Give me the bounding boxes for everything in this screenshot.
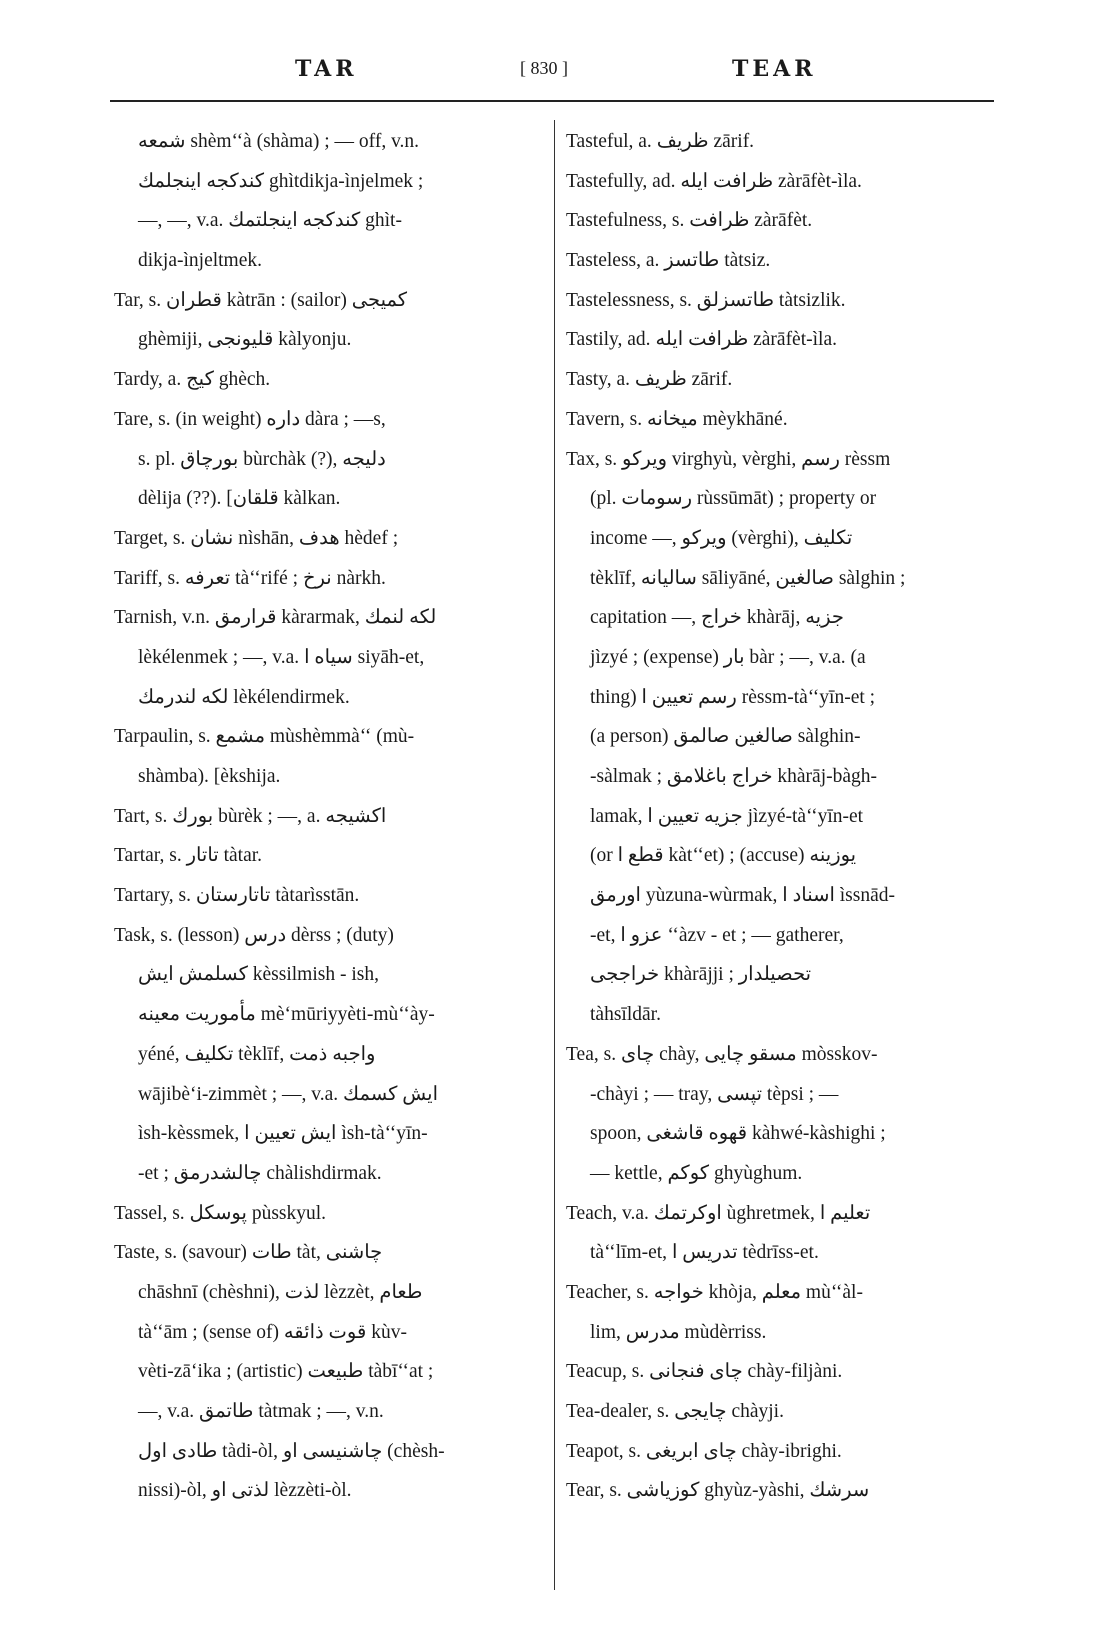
dictionary-line: Teacher, s. خواجه khòja, معلم mù‘‘àl- <box>566 1281 863 1303</box>
dictionary-line: s. pl. بورچاق bùrchàk (?), دليجه <box>138 448 386 470</box>
dictionary-line: Tastily, ad. ظرافت ايله zàrāfèt-ìla. <box>566 329 837 351</box>
dictionary-line: طادى اول tàdi-òl, چاشنيسى او (chèsh- <box>138 1440 445 1462</box>
dictionary-line: jìzyé ; (expense) بار bàr ; —, v.a. (a <box>590 646 866 668</box>
dictionary-line: Tastefulness, s. ظرافت zàrāfèt. <box>566 210 813 232</box>
dictionary-line: Tariff, s. تعرفه tà‘‘rifé ; نرخ nàrkh. <box>114 567 386 589</box>
dictionary-line: خراججى khàrājji ; تحصيلدار <box>590 964 812 986</box>
right-column <box>566 122 998 1511</box>
dictionary-line: ìsh-kèssmek, ايش تعيين ا ìsh-tà‘‘yīn- <box>138 1123 428 1145</box>
dictionary-line: Teach, v.a. اوكرتمك ùghretmek, تعليم ا <box>566 1202 871 1224</box>
dictionary-line: tà‘‘līm-et, تدريس ا tèdrīss-et. <box>590 1242 819 1264</box>
dictionary-line: dikja-ìnjeltmek. <box>138 250 263 272</box>
dictionary-line: Tea-dealer, s. چايجى chàyji. <box>566 1401 784 1422</box>
dictionary-line: spoon, قهوه قاشغى kàhwé-kàshighi ; <box>590 1123 886 1145</box>
left-column <box>114 122 542 1511</box>
page-header <box>0 52 1113 92</box>
dictionary-line: — kettle, كوكم ghyùghum. <box>590 1162 803 1184</box>
dictionary-line: Tear, s. كوزياشى ghyùz-yàshi, سرشك <box>566 1480 870 1502</box>
dictionary-line: Tardy, a. كيج ghèch. <box>114 369 271 391</box>
dictionary-line: Tassel, s. پوسكل pùsskyul. <box>114 1202 327 1224</box>
dictionary-line: wājibè‘i-zimmèt ; —, v.a. ايش كسمك <box>138 1083 439 1105</box>
dictionary-line: (a person) صالغين صالمق sàlghin- <box>590 726 861 748</box>
dictionary-line: Tart, s. بورك bùrèk ; —, a. اكشيجه <box>114 805 387 827</box>
dictionary-line: Tar, s. قطران kàtrān : (sailor) كميجى <box>114 289 408 311</box>
dictionary-line: lamak, جزيه تعيين ا jìzyé-tà‘‘yīn-et <box>590 805 864 827</box>
dictionary-line: ghèmiji, قليونجى kàlyonju. <box>138 329 352 351</box>
dictionary-line: Task, s. (lesson) درس dèrss ; (duty) <box>114 924 394 946</box>
dictionary-line: —, v.a. طاتمق tàtmak ; —, v.n. <box>138 1401 384 1422</box>
dictionary-line: كندكجه اينجلمك ghìtdikja-ìnjelmek ; <box>138 170 424 192</box>
dictionary-line: -chàyi ; — tray, تپسى tèpsi ; — <box>590 1083 839 1105</box>
dictionary-line: Tasty, a. ظريف zārif. <box>566 369 733 391</box>
dictionary-line: —, —, v.a. كندكجه اينجلتمك ghìt- <box>138 210 402 232</box>
dictionary-line: lim, مدرس mùdèrriss. <box>590 1321 767 1343</box>
dictionary-line: tàhsīldār. <box>590 1004 661 1026</box>
dictionary-line: لكه لندرمك lèkélendirmek. <box>138 686 350 708</box>
dictionary-line: chāshnī (chèshni), لذت lèzzèt, طعام <box>138 1281 423 1303</box>
dictionary-line: مأموريت معينه mè‘mūriyyèti-mù‘‘ày- <box>138 1004 435 1026</box>
dictionary-line: Teacup, s. چاى فنجانى chày-filjàni. <box>566 1361 843 1383</box>
dictionary-line: Tarnish, v.n. قرارمق kàrarmak, لكه لنمك <box>114 607 437 629</box>
column-divider <box>554 120 555 1590</box>
header-rule <box>110 100 994 102</box>
dictionary-line: shàmba). [èkshija. <box>138 766 281 787</box>
guide-word-right: TEAR <box>732 56 817 82</box>
dictionary-line: -et ; چالشدرمق chàlishdirmak. <box>138 1162 382 1184</box>
dictionary-line: (or قطع ا kàt‘‘et) ; (accuse) يوزينه <box>590 845 857 867</box>
dictionary-line: كسلمش ايش kèssilmish - ish, <box>138 964 379 986</box>
dictionary-line: Tare, s. (in weight) داره dàra ; —s, <box>114 408 386 430</box>
dictionary-line: yéné, تكليف tèklīf, واجبه ذمت <box>138 1043 376 1065</box>
dictionary-line: Target, s. نشان nìshān, هدف hèdef ; <box>114 527 399 549</box>
dictionary-line: Tartary, s. تاتارستان tàtarìsstān. <box>114 885 360 907</box>
dictionary-line: -et, عزو ا ‘‘àzv - et ; — gatherer, <box>590 924 844 946</box>
dictionary-line: شمعه shèm‘‘à (shàma) ; — off, v.n. <box>138 131 420 152</box>
dictionary-line: thing) رسم تعيين ا rèssm-tà‘‘yīn-et ; <box>590 686 876 708</box>
dictionary-line: Tasteful, a. ظريف zārif. <box>566 131 755 152</box>
dictionary-line: income —, ويركو (vèrghi), تكليف <box>590 527 853 549</box>
dictionary-line: Tartar, s. تاتار tàtar. <box>114 845 263 867</box>
guide-word-left: TAR <box>295 56 358 82</box>
page-number: [ 830 ] <box>520 58 568 78</box>
dictionary-line: dèlija (??). [قلقان kàlkan. <box>138 488 341 510</box>
dictionary-line: Tea, s. چاى chày, مسقو چايى mòsskov- <box>566 1043 878 1065</box>
dictionary-line: capitation —, خراج khàrāj, جزيه <box>590 607 844 629</box>
dictionary-line: Tastelessness, s. طاتسزلق tàtsizlik. <box>566 289 846 311</box>
dictionary-line: Tax, s. ويركو virghyù, vèrghi, رسم rèssm <box>566 448 891 470</box>
dictionary-line: اورمق yùzuna-wùrmak, اسناد ا ìssnād- <box>590 885 895 907</box>
dictionary-line: vèti-zā‘ika ; (artistic) طبيعت tàbī‘‘at ; <box>138 1361 434 1383</box>
dictionary-line: Tasteless, a. طاتسز tàtsiz. <box>566 250 771 272</box>
dictionary-line: lèkélenmek ; —, v.a. سياه ا siyāh-et, <box>138 646 425 668</box>
dictionary-line: tà‘‘ām ; (sense of) قوت ذائقه kùv- <box>138 1321 407 1343</box>
dictionary-line: Tarpaulin, s. مشمع mùshèmmà‘‘ (mù- <box>114 726 415 748</box>
dictionary-line: Tastefully, ad. ظرافت ايله zàrāfèt-ìla. <box>566 170 862 192</box>
dictionary-line: tèklīf, ساليانه sāliyāné, صالغين sàlghin ; <box>590 567 906 589</box>
dictionary-line: Taste, s. (savour) طات tàt, چاشنى <box>114 1242 383 1264</box>
dictionary-line: -sàlmak ; خراج باغلامق khàrāj-bàgh- <box>590 766 878 787</box>
dictionary-line: Tavern, s. ميخانه mèykhāné. <box>566 408 788 430</box>
dictionary-line: Teapot, s. چاى ابريغى chày-ibrighi. <box>566 1440 842 1462</box>
dictionary-line: nissi)-òl, لذتى او lèzzèti-òl. <box>138 1480 352 1502</box>
dictionary-line: (pl. رسومات rùssūmāt) ; property or <box>590 488 877 510</box>
